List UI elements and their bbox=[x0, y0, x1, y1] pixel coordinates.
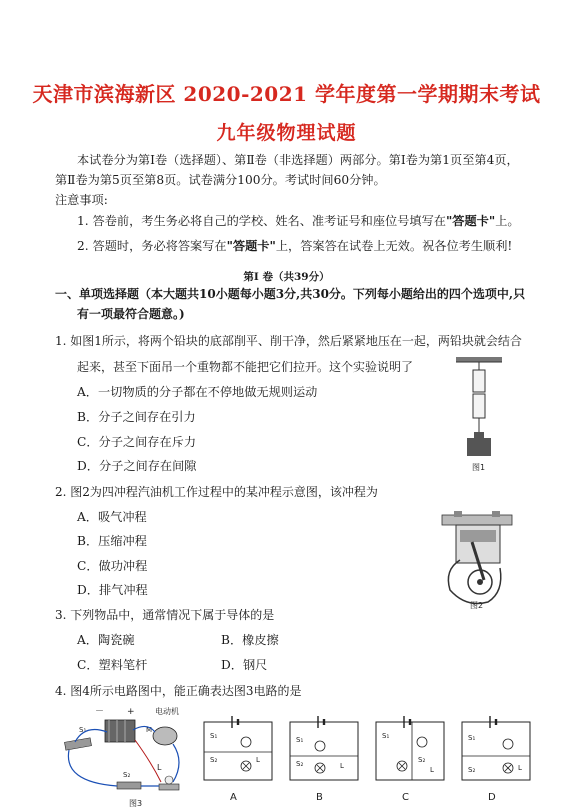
notice-label: 注意事项: bbox=[55, 193, 108, 207]
q1-option-a: A．一切物质的分子都在不停地做无规则运动 bbox=[77, 385, 318, 399]
svg-text:L: L bbox=[518, 764, 522, 772]
q1-option-d: D．分子之间存在间隙 bbox=[77, 459, 197, 473]
circuit-option-b bbox=[290, 716, 358, 803]
page-subtitle: 九年级物理试题 bbox=[216, 122, 357, 144]
circuit-option-d bbox=[462, 716, 530, 803]
intro-line-2: 第Ⅱ卷为第5页至第8页。试卷满分100分。考试时间60分钟。 bbox=[55, 173, 386, 187]
figure-4-circuit-diagrams bbox=[190, 712, 550, 808]
svg-text:S₁: S₁ bbox=[468, 734, 476, 742]
figure-2-label: 图2 bbox=[470, 601, 484, 610]
svg-text:L: L bbox=[256, 756, 260, 764]
q3-option-a: A．陶瓷碗 bbox=[77, 633, 135, 647]
switch-s2 bbox=[117, 782, 141, 789]
svg-text:S₁: S₁ bbox=[296, 736, 304, 744]
q2-option-c: C．做功冲程 bbox=[77, 559, 148, 573]
circuit-minus-label: － bbox=[95, 707, 105, 717]
figure-2-engine bbox=[440, 510, 516, 610]
circuit-plus-label: + bbox=[127, 707, 135, 717]
note-2: 2. 答题时，务必将答案写在"答题卡"上，答案答在试卷上无效。祝各位考生顺利! bbox=[77, 239, 513, 253]
q1-stem-2: 起来，甚至下面吊一个重物都不能把它们拉开。这个实验说明了 bbox=[77, 360, 414, 374]
option-d-label: D bbox=[488, 792, 496, 803]
q3-option-c: C．塑料笔杆 bbox=[77, 658, 148, 672]
option-a-label: A bbox=[230, 792, 237, 803]
switch-s1 bbox=[65, 738, 92, 750]
circuit-s1-label: S₁ bbox=[79, 726, 87, 734]
page-title: 天津市滨海新区 2020-2021 学年度第一学期期末考试 bbox=[32, 82, 541, 106]
svg-text:S₂: S₂ bbox=[296, 760, 304, 768]
figure-1-label: 图1 bbox=[472, 463, 486, 472]
part-title-1: 一、单项选择题（本大题共10小题每小题3分,共30分。下列每小题给出的四个选项中,只 bbox=[55, 287, 526, 301]
q4-stem-1: 4. 图4所示电路图中，能正确表达图3电路的是 bbox=[55, 684, 302, 698]
figure-1-lead-blocks bbox=[452, 356, 508, 476]
q2-stem-1: 2. 图2为四冲程汽油机工作过程中的某冲程示意图，该冲程为 bbox=[55, 485, 378, 499]
q3-stem-1: 3. 下列物品中，通常情况下属于导体的是 bbox=[55, 608, 275, 622]
circuit-option-a bbox=[204, 716, 272, 803]
part-title-2: 有一项最符合题意。) bbox=[77, 307, 185, 321]
circuit-l-label: L bbox=[157, 763, 162, 772]
q3-option-d: D．钢尺 bbox=[221, 658, 268, 672]
svg-text:S₂: S₂ bbox=[468, 766, 476, 774]
section-heading: 第Ⅰ 卷（共39分） bbox=[243, 271, 330, 283]
svg-text:L: L bbox=[430, 766, 434, 774]
q2-option-a: A．吸气冲程 bbox=[77, 510, 147, 524]
figure-3-circuit-photo bbox=[55, 702, 190, 808]
q2-option-d: D．排气冲程 bbox=[77, 583, 148, 597]
circuit-m-label: M bbox=[146, 726, 153, 734]
q1-option-c: C．分子之间存在斥力 bbox=[77, 435, 197, 449]
svg-text:S₂: S₂ bbox=[210, 756, 218, 764]
q3-option-b: B．橡皮擦 bbox=[221, 633, 279, 647]
circuit-option-c bbox=[376, 716, 444, 803]
circuit-s2-label: S₂ bbox=[123, 771, 131, 779]
figure-3-label: 图3 bbox=[129, 799, 143, 808]
q1-stem-1: 1. 如图1所示，将两个铅块的底部削平、削干净，然后紧紧地压在一起，两铅块就会结合 bbox=[55, 334, 522, 348]
svg-text:L: L bbox=[340, 762, 344, 770]
option-c-label: C bbox=[402, 792, 409, 803]
option-b-label: B bbox=[316, 792, 323, 803]
lamp bbox=[165, 776, 173, 784]
svg-text:S₂: S₂ bbox=[418, 756, 426, 764]
circuit-motor-label: 电动机 bbox=[155, 707, 179, 716]
q2-option-b: B．压缩冲程 bbox=[77, 534, 147, 548]
lamp-base bbox=[159, 784, 179, 790]
q1-option-b: B．分子之间存在引力 bbox=[77, 410, 196, 424]
intro-line-1: 本试卷分为第Ⅰ卷（选择题）、第Ⅱ卷（非选择题）两部分。第Ⅰ卷为第1页至第4页， bbox=[77, 153, 519, 167]
svg-text:S₁: S₁ bbox=[210, 732, 218, 740]
svg-text:S₁: S₁ bbox=[382, 732, 390, 740]
motor bbox=[153, 727, 177, 745]
note-1: 1. 答卷前，考生务必将自己的学校、姓名、准考证号和座位号填写在"答题卡"上。 bbox=[77, 214, 520, 228]
